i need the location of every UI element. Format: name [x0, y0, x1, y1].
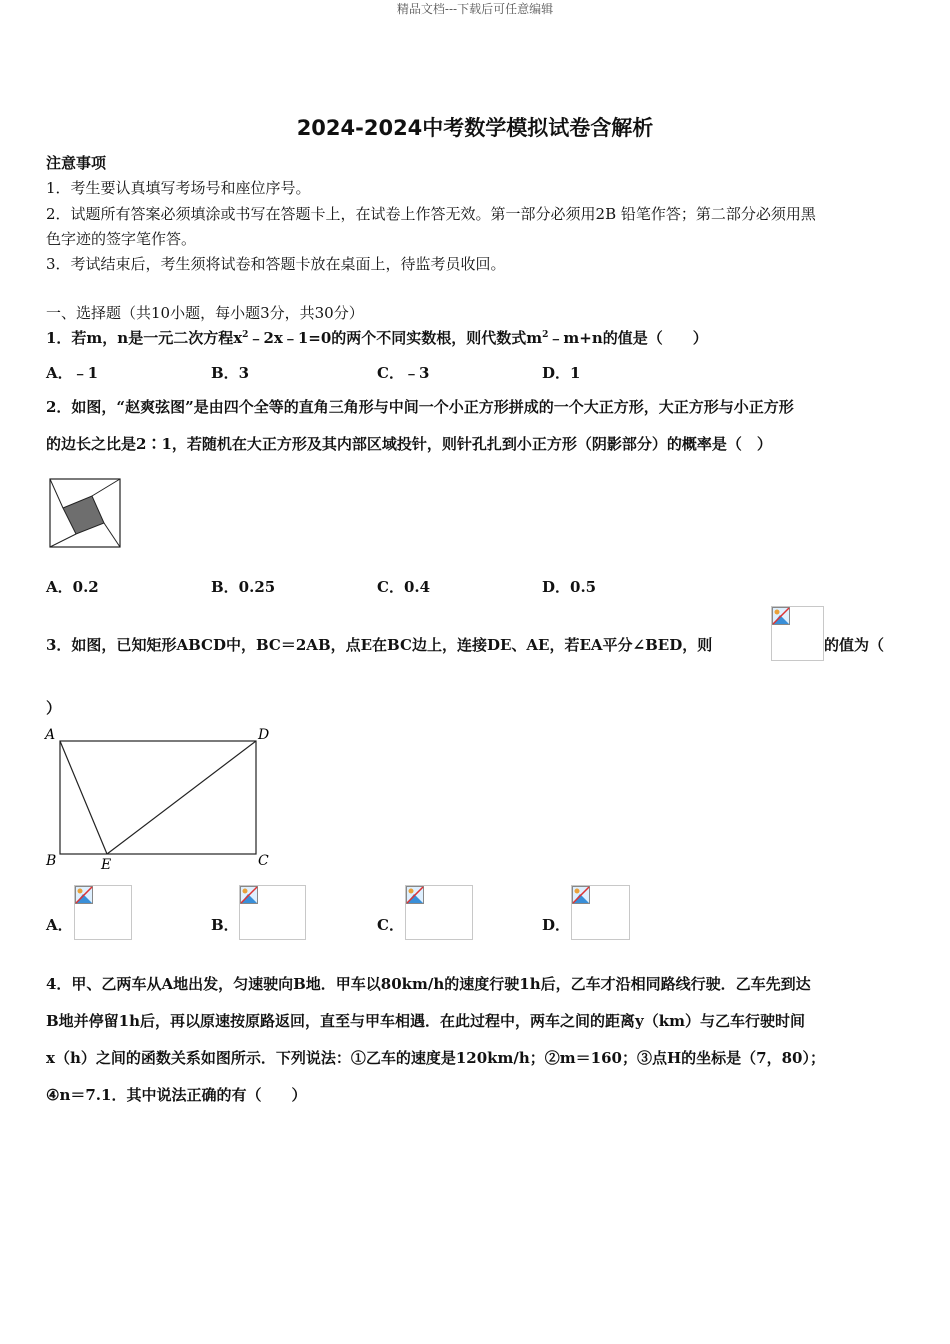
- q1-option-a: A．﹣1: [46, 364, 99, 382]
- q4-line-4: ④n＝7.1．其中说法正确的有（ ）: [46, 1086, 307, 1104]
- q1-text-c: ﹣m+n的值是（ ）: [548, 329, 708, 347]
- image-placeholder-icon: [240, 886, 258, 904]
- q3-line-2: ）: [46, 699, 62, 717]
- section-heading: 一、选择题（共10小题，每小题3分，共30分）: [46, 304, 364, 322]
- q2-option-a: A．0.2: [46, 578, 99, 596]
- q1-sup-a: 2: [242, 330, 249, 340]
- page-title: 2024-2024中考数学模拟试卷含解析: [296, 116, 654, 140]
- image-placeholder-icon: [406, 886, 424, 904]
- broken-image-icon: [771, 606, 824, 661]
- segment-de: [107, 741, 256, 854]
- label-c: C: [258, 853, 269, 869]
- q3-option-c: C．: [377, 916, 404, 934]
- q1-option-c: C．﹣3: [377, 364, 430, 382]
- q4-line-1: 4．甲、乙两车从A地出发，匀速驶向B地．甲车以80km/h的速度行驶1h后，乙车才沿相同路线行驶．乙车先到达: [46, 975, 811, 993]
- q2-line-1: 2．如图，“赵爽弦图”是由四个全等的直角三角形与中间一个小正方形拼成的一个大正方形，大正方形与小正方形: [46, 398, 794, 416]
- q3-option-b: B．: [211, 916, 239, 934]
- q2-option-d: D．0.5: [542, 578, 597, 596]
- label-d: D: [258, 727, 270, 743]
- rectangle-abcd: [60, 741, 256, 854]
- q1-option-d: D．1: [542, 364, 581, 382]
- q3-line-1-b: 的值为（: [824, 636, 885, 654]
- q2-option-b: B．0.25: [211, 578, 276, 596]
- notice-heading: 注意事项: [46, 154, 107, 172]
- rectangle-abcd-diagram: [40, 722, 280, 877]
- q4-line-3: x（h）之间的函数关系如图所示．下列说法：①乙车的速度是120km/h；②m＝160；③点H的坐标是（7，80）；: [46, 1049, 825, 1067]
- q3-option-a: A．: [46, 916, 73, 934]
- segment-ae: [60, 741, 107, 854]
- q3-line-1-a: 3．如图，已知矩形ABCD中，BC＝2AB，点E在BC边上，连接DE、AE，若EA平分∠BED，则: [46, 636, 713, 654]
- image-placeholder-icon: [75, 886, 93, 904]
- image-placeholder-icon: [772, 607, 790, 625]
- q1-text-a: 1．若m，n是一元二次方程x: [46, 329, 243, 347]
- notice-item-1: 1．考生要认真填写考场号和座位序号。: [46, 179, 311, 197]
- q3-option-d-image: [571, 885, 630, 940]
- label-a: A: [45, 727, 56, 743]
- notice-item-2-cont: 色字迹的签字笔作答。: [46, 230, 197, 248]
- q1-text-b: ﹣2x﹣1=0的两个不同实数根，则代数式m: [248, 329, 543, 347]
- q3-option-a-image: [74, 885, 132, 940]
- q4-line-2: B地并停留1h后，再以原速按原路返回，直至与甲车相遇．在此过程中，两车之间的距离y（km）与乙车行驶时间: [46, 1012, 806, 1030]
- q1-sup-b: 2: [542, 330, 549, 340]
- zhao-shuang-diagram: [48, 477, 122, 549]
- q2-option-c: C．0.4: [377, 578, 431, 596]
- notice-item-3: 3．考试结束后，考生须将试卷和答题卡放在桌面上，待监考员收回。: [46, 255, 506, 273]
- question-1: [46, 327, 708, 348]
- label-b: B: [46, 853, 57, 869]
- q1-option-b: B．3: [211, 364, 250, 382]
- notice-item-2: 2．试题所有答案必须填涂或书写在答题卡上，在试卷上作答无效。第一部分必须用2B 铅笔作答；第二部分必须用黑: [46, 205, 816, 223]
- image-placeholder-icon: [572, 886, 590, 904]
- label-e: E: [101, 857, 112, 873]
- page-header: 精品文档---下载后可任意编辑: [396, 2, 554, 16]
- q3-option-c-image: [405, 885, 473, 940]
- q3-option-d: D．: [542, 916, 571, 934]
- q2-line-2: 的边长之比是2∶1，若随机在大正方形及其内部区域投针，则针孔扎到小正方形（阴影部分）的概率是（ ）: [46, 435, 772, 453]
- q3-option-b-image: [239, 885, 306, 940]
